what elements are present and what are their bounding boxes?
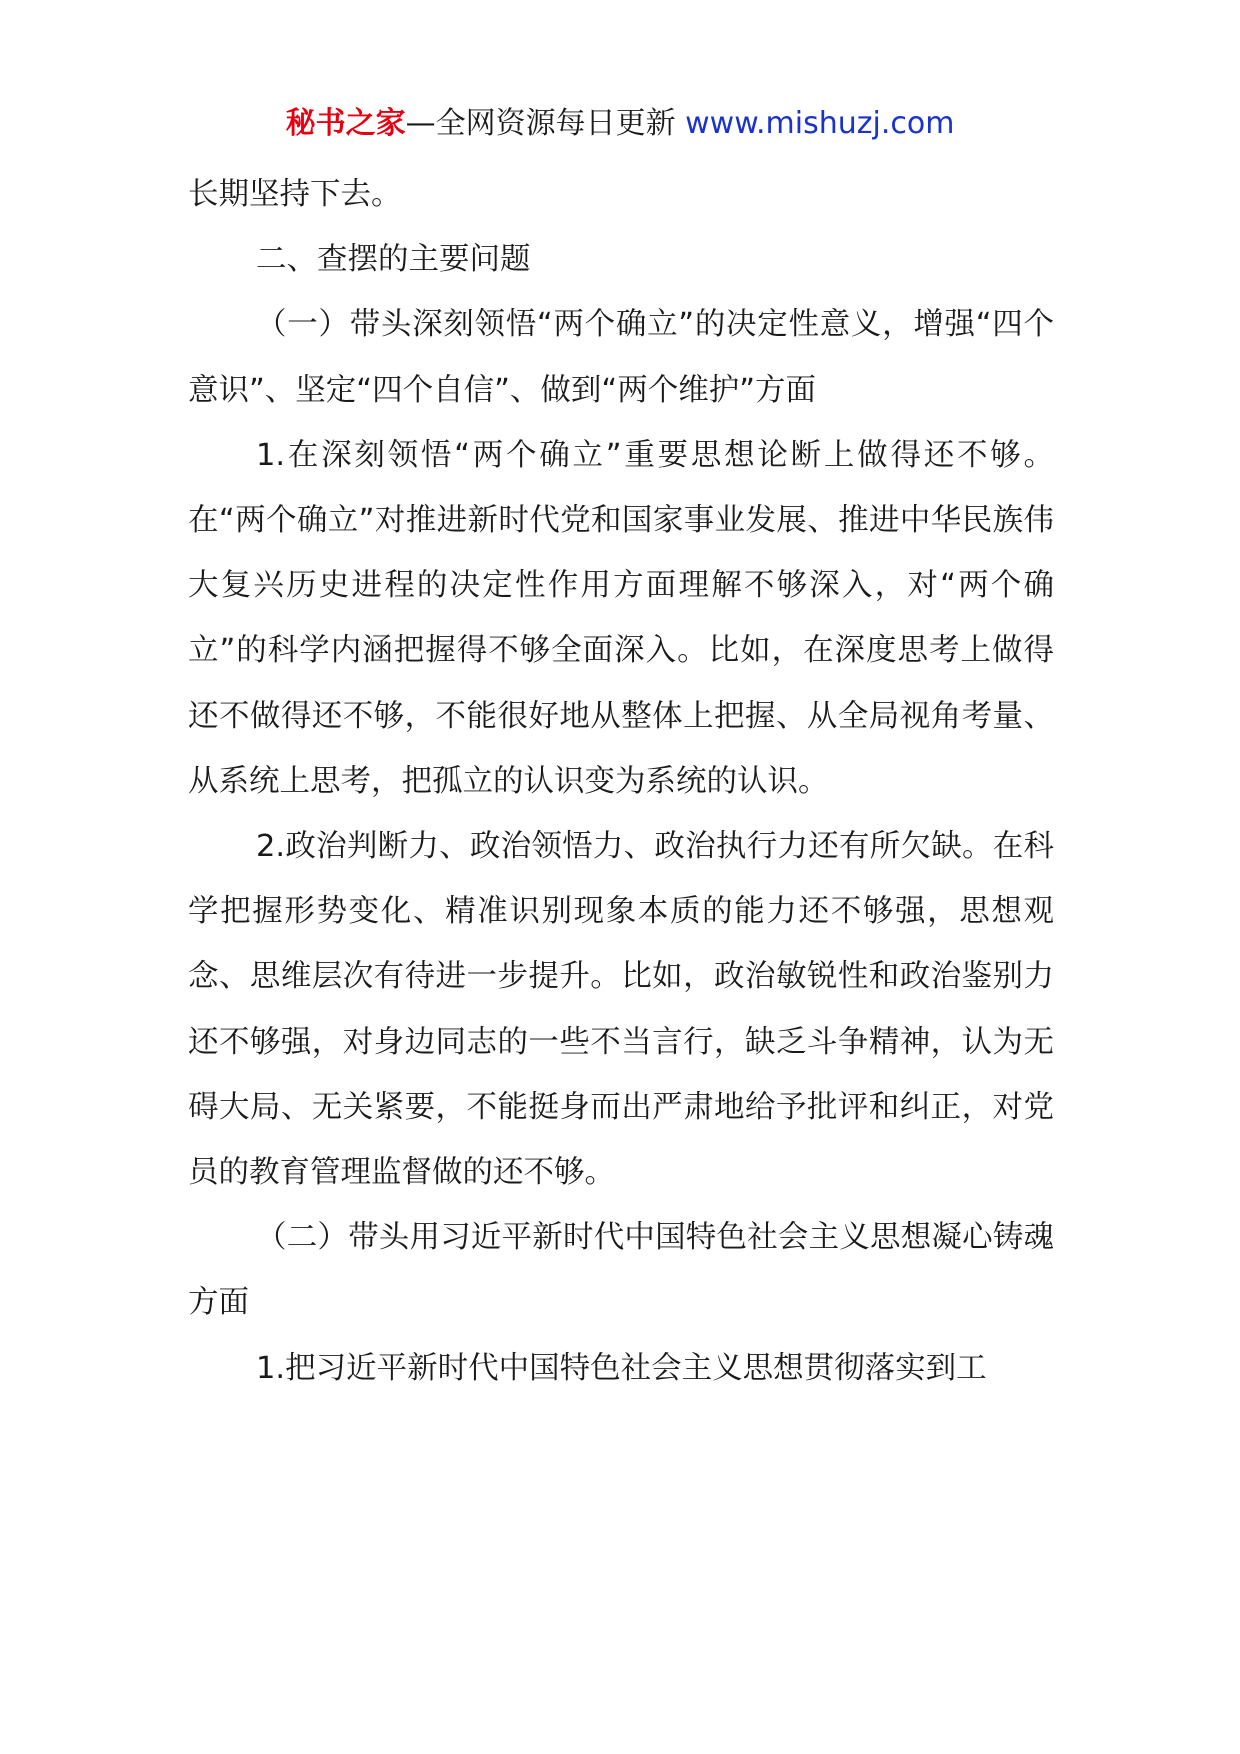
paragraph-item-2: 2.政治判断力、政治领悟力、政治执行力还有所欠缺。在科学把握形势变化、精准识别现象本质的能力还不够强，思想观念、思维层次有待进一步提升。比如，政治敏锐性和政治鉴别力还不够强，对身边同志的一些不当言行，缺乏斗争精神，认为无碍大局、无关紧要，不能挺身而出严肃地给予批评和纠正，对党员的教育管理监督做的还不够。 bbox=[188, 829, 1054, 1191]
site-tagline: —全网资源每日更新 bbox=[405, 106, 686, 141]
subsection-heading-1: （一）带头深刻领悟“两个确立”的决定性意义，增强“四个意识”、坚定“四个自信”、做到“两个维护”方面 bbox=[188, 307, 1054, 408]
paragraph-item-1: 1.在深刻领悟“两个确立”重要思想论断上做得还不够。在“两个确立”对推进新时代党和国家事业发展、推进中华民族伟大复兴历史进程的决定性作用方面理解不够深入，对“两个确立”的科学内涵把握得不够全面深入。比如，在深度思考上做得还不做得还不够，不能很好地从整体上把握、从全局视角考量、从系统上思考，把孤立的认识变为系统的认识。 bbox=[188, 437, 1054, 799]
site-brand: 秘书之家 bbox=[285, 106, 406, 141]
paragraph-continuation: 长期坚持下去。 bbox=[188, 177, 402, 212]
site-url-link[interactable]: www.mishuzj.com bbox=[685, 106, 955, 141]
site-header bbox=[0, 100, 1240, 148]
section-heading-2: 二、查摆的主要问题 bbox=[256, 242, 531, 278]
paragraph-item-1-b: 1.把习近平新时代中国特色社会主义思想贯彻落实到工 bbox=[256, 1350, 987, 1386]
subsection-heading-2: （二）带头用习近平新时代中国特色社会主义思想凝心铸魂方面 bbox=[188, 1220, 1054, 1321]
document-body bbox=[188, 162, 1054, 1401]
